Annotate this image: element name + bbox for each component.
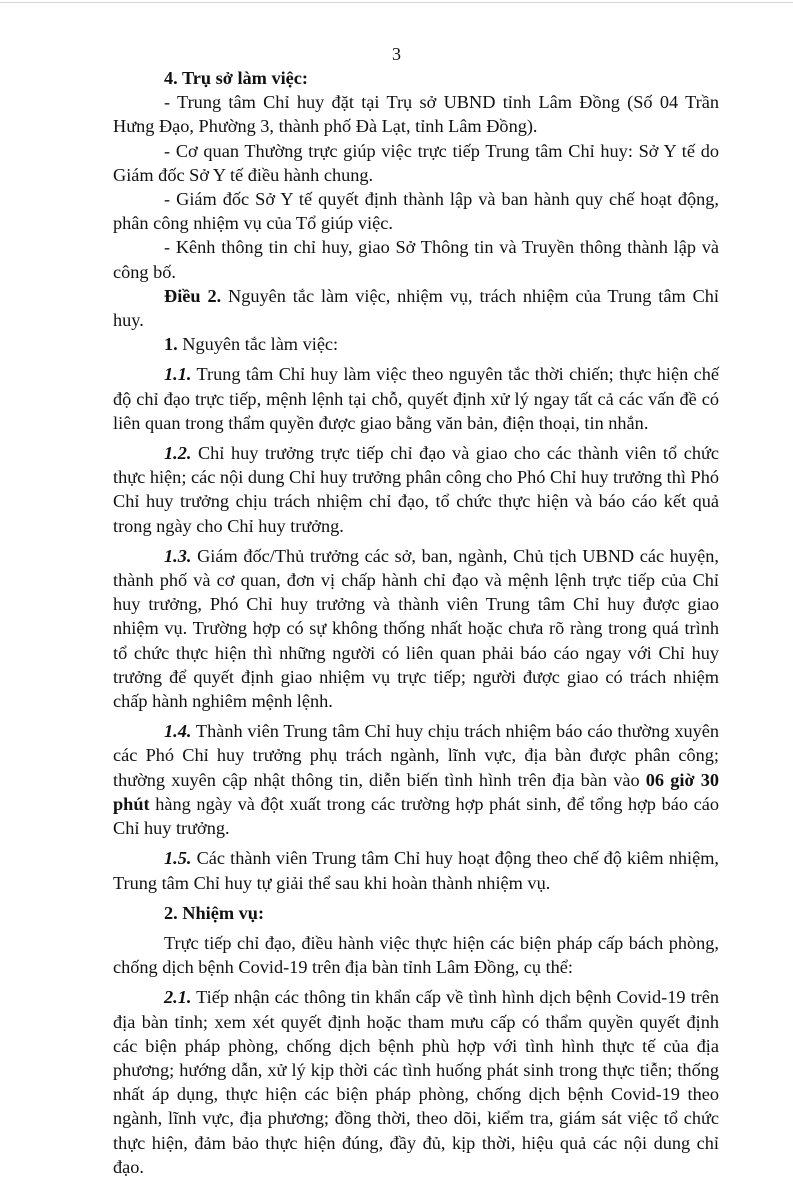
section4-item-4: - Kênh thông tin chỉ huy, giao Sở Thông tin và Truyền thông thành lập và công bố. [113,237,719,282]
document-body [113,66,719,1179]
article2-heading: Điều 2. Nguyên tắc làm việc, nhiệm vụ, trách nhiệm của Trung tâm Chỉ huy. [113,285,719,331]
section4-item-2: - Cơ quan Thường trực giúp việc trực tiếp Trung tâm Chỉ huy: Sở Y tế do Giám đốc Sở Y tế điều hành chung. [113,140,719,185]
principle-1-1: 1.1. Trung tâm Chỉ huy làm việc theo nguyên tắc thời chiến; thực hiện chế độ chỉ đạo trực tiếp, mệnh lệnh tại chỗ, quyết định xử lý ngay tất cả các vấn đề có liên quan trong thẩm quyền được giao bằng văn bản, điện thoại, tin nhắn. [113,364,719,433]
section4-heading: 4. Trụ sở làm việc: [164,68,308,88]
top-scan-line [0,2,793,3]
page-number: 3 [392,44,401,64]
task-2-1: 2.1. Tiếp nhận các thông tin khẩn cấp về tình hình dịch bệnh Covid-19 trên địa bàn tỉnh; xem xét quyết định hoặc tham mưu cấp có thẩm quyền quyết định các biện pháp phòng, chống dịch bệnh phù hợp với tình hình thực tế của địa phương; hướng dẫn, xử lý kịp thời các tình huống phát sinh trong thực tiễn; thống nhất áp dụng, thực hiện các biện pháp phòng, chống dịch bệnh Covid-19 theo ngành, lĩnh vực, địa phương; đồng thời, theo dõi, kiểm tra, giám sát việc tổ chức thực hiện, đảm bảo thực hiện đúng, đầy đủ, kịp thời, hiệu quả các nội dung chỉ đạo. [113,987,719,1177]
tasks-intro: Trực tiếp chỉ đạo, điều hành việc thực hiện các biện pháp cấp bách phòng, chống dịch bệnh Covid-19 trên địa bàn tỉnh Lâm Đồng, cụ thể: [113,932,719,978]
section4-item-3: - Giám đốc Sở Y tế quyết định thành lập và ban hành quy chế hoạt động, phân công nhiệm vụ của Tổ giúp việc. [113,189,719,234]
principle-1-2: 1.2. Chỉ huy trưởng trực tiếp chỉ đạo và giao cho các thành viên tổ chức thực hiện; các nội dung Chỉ huy trưởng phân công cho Phó Chỉ huy trưởng thì Phó Chỉ huy trưởng chịu trách nhiệm chỉ đạo, tổ chức thực hiện và báo cáo kết quả trong ngày cho Chỉ huy trưởng. [113,443,719,536]
principle-1-3: 1.3. Giám đốc/Thủ trưởng các sở, ban, ngành, Chủ tịch UBND các huyện, thành phố và cơ quan, đơn vị chấp hành chỉ đạo và mệnh lệnh trực tiếp của Chỉ huy trưởng, Phó Chỉ huy trưởng và thành viên Trung tâm Chỉ huy được giao nhiệm vụ. Trường hợp có sự không thống nhất hoặc chưa rõ ràng trong quá trình tổ chức thực hiện thì những người có liên quan phải báo cáo ngay với Chỉ huy trưởng để quyết định giao nhiệm vụ trực tiếp; người được giao có trách nhiệm chấp hành nghiêm mệnh lệnh. [113,545,719,712]
tasks-heading: 2. Nhiệm vụ: [164,902,265,923]
section4-item-1: - Trung tâm Chỉ huy đặt tại Trụ sở UBND tỉnh Lâm Đồng (Số 04 Trần Hưng Đạo, Phường 3, thành phố Đà Lạt, tỉnh Lâm Đồng). [113,92,719,137]
principle-1-4: 1.4. Thành viên Trung tâm Chỉ huy chịu trách nhiệm báo cáo thường xuyên các Phó Chỉ huy trưởng phụ trách ngành, lĩnh vực, địa bàn được phân công; thường xuyên cập nhật thông tin, diễn biến tình hình trên địa bàn vào 06 giờ 30 phút hàng ngày và đột xuất trong các trường hợp phát sinh, để tổng hợp báo cáo Chỉ huy trưởng. [113,721,720,839]
principle-1-5: 1.5. Các thành viên Trung tâm Chỉ huy hoạt động theo chế độ kiêm nhiệm, Trung tâm Chỉ huy tự giải thể sau khi hoàn thành nhiệm vụ. [113,848,719,893]
principles-heading: 1. Nguyên tắc làm việc: [164,334,339,355]
